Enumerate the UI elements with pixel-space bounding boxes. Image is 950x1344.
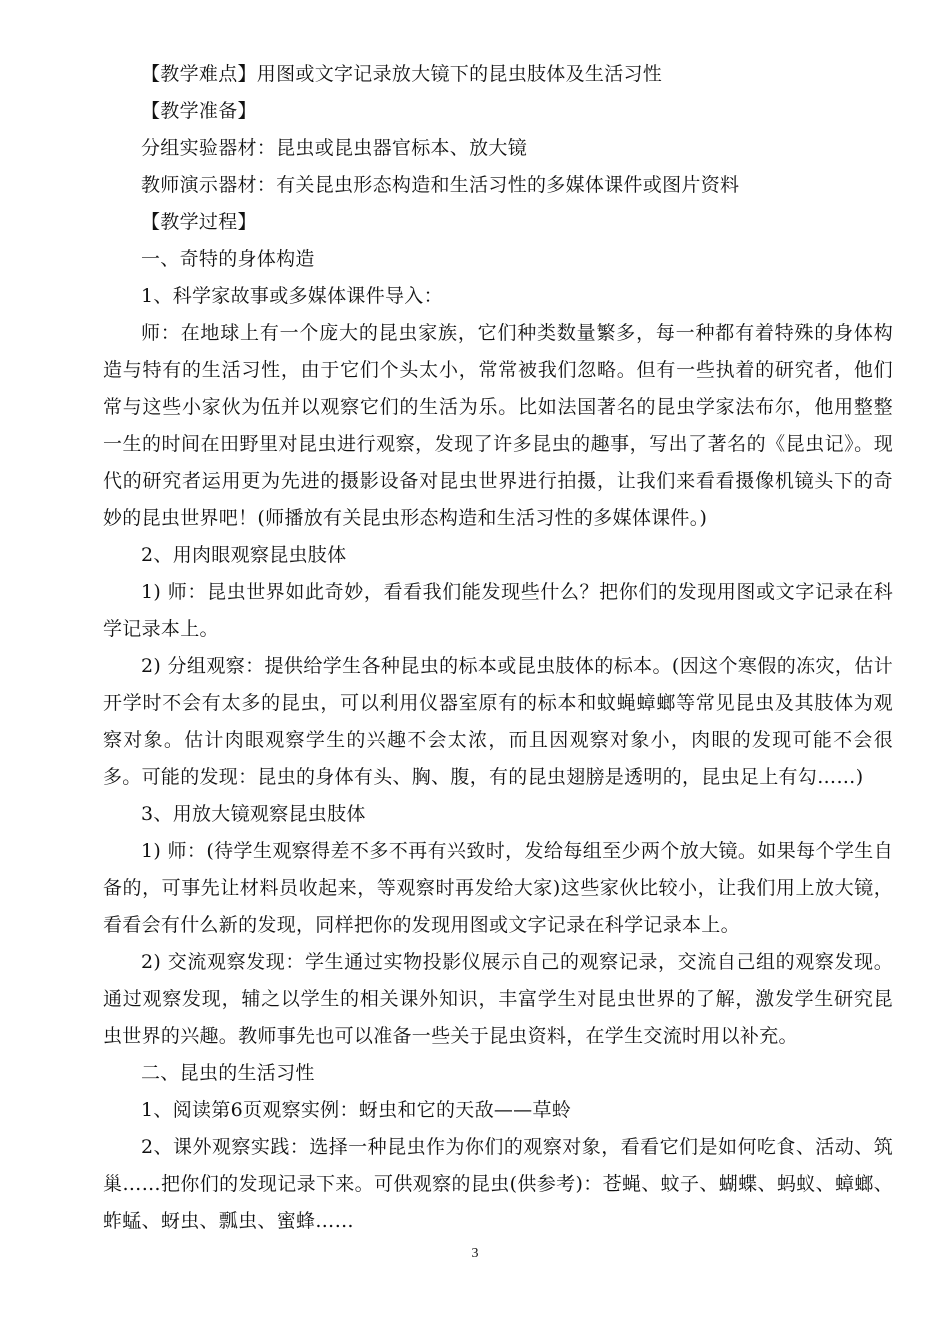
page-number: 3 [471,1246,479,1261]
paragraph-magnifier-2: 2) 交流观察发现：学生通过实物投影仪展示自己的观察记录，交流自己组的观察发现。通过观察发现，辅之以学生的相关课外知识，丰富学生对昆虫世界的了解，激发学生研究昆虫世界的兴趣。教师事先也可以准备一些关于昆虫资料，在学生交流时用以补充。 [103,951,893,1047]
paragraph-teacher-intro: 师：在地球上有一个庞大的昆虫家族，它们种类数量繁多，每一种都有着特殊的身体构造与特有的生活习性，由于它们个头太小，常常被我们忽略。但有一些执着的研究者，他们常与这些小家伙为伍并以观察它们的生活为乐。比如法国著名的昆虫学家法布尔，他用整整一生的时间在田野里对昆虫进行观察，发现了许多昆虫的趣事，写出了著名的《昆虫记》。现代的研究者运用更为先进的摄影设备对昆虫世界进行拍摄，让我们来看看摄像机镜头下的奇妙的昆虫世界吧！(师播放有关昆虫形态构造和生活习性的多媒体课件。) [103,322,893,529]
subheading-naked-eye: 2、用肉眼观察昆虫肢体 [141,544,347,566]
paragraph-reading: 1、阅读第6页观察实例：蚜虫和它的天敌——草蛉 [141,1099,572,1121]
paragraph-naked-eye-1: 1) 师：昆虫世界如此奇妙，看看我们能发现些什么？把你们的发现用图或文字记录在科学记录本上。 [103,581,893,640]
section-heading-body-structure: 一、奇特的身体构造 [141,248,315,270]
subheading-introduction: 1、科学家故事或多媒体课件导入： [141,285,443,307]
document-body [103,56,893,1240]
paragraph-preparation-heading: 【教学准备】 [141,100,257,122]
paragraph-teacher-equipment: 教师演示器材：有关昆虫形态构造和生活习性的多媒体课件或图片资料 [141,174,740,196]
paragraph-process-heading: 【教学过程】 [141,211,257,233]
paragraph-difficulty: 【教学难点】用图或文字记录放大镜下的昆虫肢体及生活习性 [141,63,663,85]
paragraph-magnifier-1: 1) 师：(待学生观察得差不多不再有兴致时，发给每组至少两个放大镜。如果每个学生自备的，可事先让材料员收起来，等观察时再发给大家)这些家伙比较小，让我们用上放大镜，看看会有什么新的发现，同样把你的发现用图或文字记录在科学记录本上。 [103,840,893,936]
subheading-magnifier: 3、用放大镜观察昆虫肢体 [141,803,366,825]
section-heading-habits: 二、昆虫的生活习性 [141,1062,315,1084]
paragraph-group-equipment: 分组实验器材：昆虫或昆虫器官标本、放大镜 [141,137,528,159]
paragraph-practice: 2、课外观察实践：选择一种昆虫作为你们的观察对象，看看它们是如何吃食、活动、筑巢……把你们的发现记录下来。可供观察的昆虫(供参考)：苍蝇、蚊子、蝴蝶、蚂蚁、蟑螂、蚱蜢、蚜虫、瓢虫、蜜蜂…… [103,1136,893,1232]
paragraph-naked-eye-2: 2) 分组观察：提供给学生各种昆虫的标本或昆虫肢体的标本。(因这个寒假的冻灾，估计开学时不会有太多的昆虫，可以利用仪器室原有的标本和蚊蝇蟑螂等常见昆虫及其肢体为观察对象。估计肉眼观察学生的兴趣不会太浓，而且因观察对象小，肉眼的发现可能不会很多。可能的发现：昆虫的身体有头、胸、腹，有的昆虫翅膀是透明的，昆虫足上有勾……) [103,655,893,788]
